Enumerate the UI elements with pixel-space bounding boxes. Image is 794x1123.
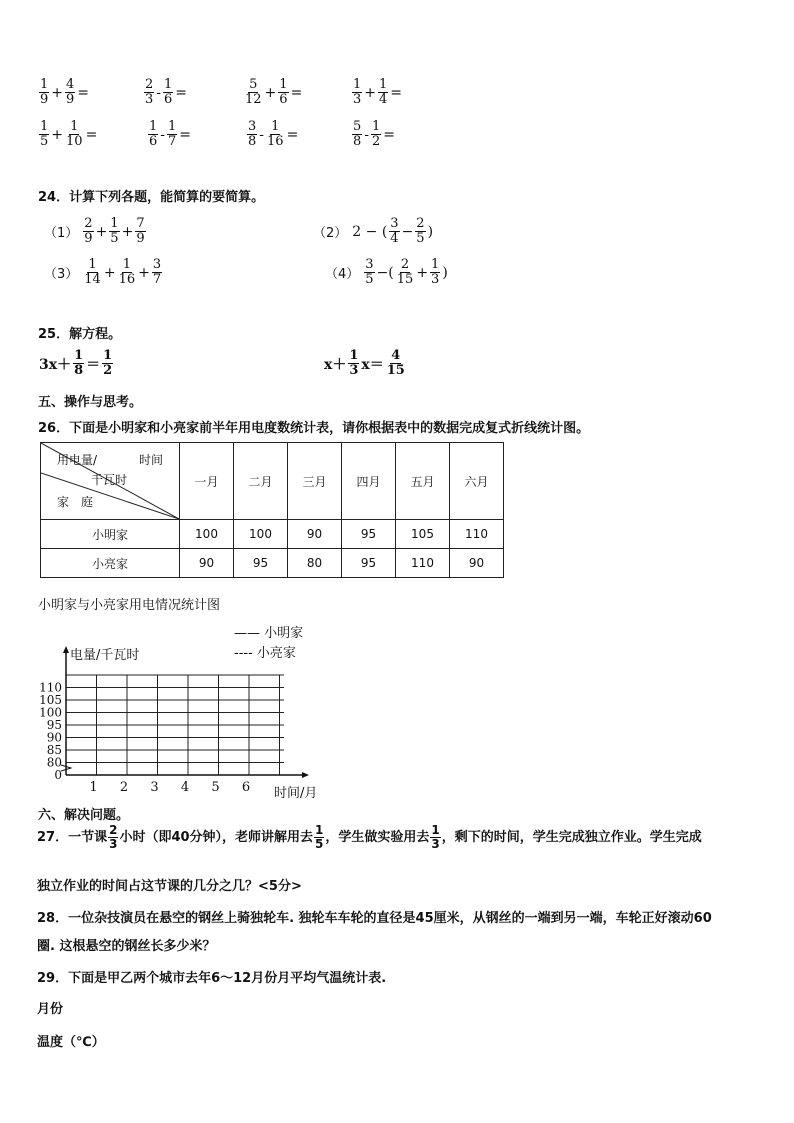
fraction: $\frac{4}{9}$ xyxy=(66,77,75,107)
fraction: $\frac{1}{2}$ xyxy=(372,119,381,149)
family-name: 小亮家 xyxy=(41,549,180,578)
fraction: $\frac{1}{6}$ xyxy=(164,77,173,107)
table-header-row xyxy=(41,443,504,520)
fraction: $\frac{5}{12}$ xyxy=(245,77,262,107)
q24-title: 24．计算下列各题，能简算的要简算。 xyxy=(38,190,265,205)
q24-problem-1: （1） $\frac{2}{9}$ + $\frac{1}{5}$ + $\frac{7}{9}$ xyxy=(44,216,145,246)
fraction: $\frac{1}{10}$ xyxy=(66,119,83,149)
oral-expr: $\frac{5}{12}$ + $\frac{1}{6}$ = xyxy=(245,77,303,107)
legend-entry-xiaoming: —— 小明家 xyxy=(234,626,304,641)
table-cell: 110 xyxy=(396,549,450,578)
fraction: $\frac{1}{7}$ xyxy=(168,119,177,149)
y-tick-label: 0 xyxy=(54,768,62,782)
table-cell: 90 xyxy=(288,520,342,549)
section-5-heading: 五、操作与思考。 xyxy=(38,395,143,410)
oral-expr: $\frac{1}{6}$ - $\frac{1}{7}$ = xyxy=(149,119,192,149)
fraction: $\frac{3}{8}$ xyxy=(248,119,257,149)
table-row xyxy=(41,520,504,549)
x-tick-label: 6 xyxy=(241,780,251,795)
fraction: $\frac{1}{4}$ xyxy=(379,77,388,107)
problem-label: （1） xyxy=(44,226,79,241)
month-header: 一月 xyxy=(180,443,234,520)
fraction: $\frac{1}{16}$ xyxy=(267,119,284,149)
fraction: $\frac{2}{3}$ xyxy=(109,823,118,851)
table-cell: 100 xyxy=(180,520,234,549)
oral-expr: $\frac{2}{3}$ - $\frac{1}{6}$ = xyxy=(145,77,188,107)
x-tick-label: 5 xyxy=(211,780,220,795)
q26-title: 26．下面是小明家和小亮家前半年用电度数统计表，请你根据表中的数据完成复式折线统计图。 xyxy=(38,421,590,436)
month-header: 六月 xyxy=(450,443,504,520)
fraction: $\frac{5}{8}$ xyxy=(353,119,362,149)
problem-label: （4） xyxy=(325,267,360,282)
table-cell: 95 xyxy=(342,549,396,578)
table-row xyxy=(41,549,504,578)
fraction: $\frac{2}{3}$ xyxy=(145,77,154,107)
q29-title: 29．下面是甲乙两个城市去年6～12月份月平均气温统计表. xyxy=(37,971,387,986)
y-tick-label: 110 xyxy=(39,680,62,695)
q25-equation-1: 3x＋ $\frac{1}{8}$ ＝ $\frac{1}{2}$ xyxy=(39,348,113,378)
chart-title: 小明家与小亮家用电情况统计图 xyxy=(38,598,221,613)
fraction: $\frac{1}{3}$ xyxy=(431,823,440,851)
x-tick-label: 1 xyxy=(89,780,98,795)
q24-problem-3: （3） $\frac{1}{14}$ + $\frac{1}{16}$ + $\frac{3}{7}$ xyxy=(44,257,162,287)
oral-expr: $\frac{1}{5}$ + $\frac{1}{10}$ = xyxy=(40,119,98,149)
oral-expr: $\frac{3}{8}$ - $\frac{1}{16}$ = xyxy=(248,119,299,149)
y-tick-label: 100 xyxy=(39,705,62,720)
legend-entry-xiaoliang: ---- 小亮家 xyxy=(234,646,296,661)
y-tick-label: 85 xyxy=(46,743,62,757)
q25-equation-2: x＋ $\frac{1}{3}$ x＝ $\frac{4}{15}$ xyxy=(324,348,405,378)
oral-expr: $\frac{1}{3}$ + $\frac{1}{4}$ = xyxy=(353,77,403,107)
q29-temp-label: 温度（℃） xyxy=(37,1035,105,1050)
problem-label: （3） xyxy=(44,267,79,282)
month-header: 四月 xyxy=(342,443,396,520)
q28-line-2: 圈. 这根悬空的钢丝长多少米？ xyxy=(37,939,216,954)
q24-problem-4: （4） $\frac{3}{5}$ −( $\frac{2}{15}$ + $\frac{1}{3}$ ) xyxy=(325,257,448,287)
section-6-heading: 六、解决问题。 xyxy=(38,808,130,823)
y-tick-label: 95 xyxy=(46,718,62,732)
y-axis-label: 电量/千瓦时 xyxy=(70,648,140,663)
q27-paragraph: 27．一节课 $\frac{2}{3}$ 小时（即40分钟），老师讲解用去 $\frac{1}{5}$ ，学生做实验用去 $\frac{1}{3}$ ，剩下的时间，学生完成独立作业。学生完成 xyxy=(37,823,702,851)
x-tick-label: 3 xyxy=(150,780,159,795)
x-tick-label: 2 xyxy=(119,780,129,795)
fraction: $\frac{1}{6}$ xyxy=(279,77,288,107)
electricity-table xyxy=(40,442,504,578)
month-header: 二月 xyxy=(234,443,288,520)
table-cell: 105 xyxy=(396,520,450,549)
electricity-line-chart xyxy=(34,620,344,800)
fraction: $\frac{1}{3}$ xyxy=(353,77,362,107)
y-axis-arrow xyxy=(63,646,69,653)
q24-problem-2: （2） 2 − ( $\frac{3}{4}$ − $\frac{2}{5}$ ) xyxy=(313,216,434,246)
x-axis-label: 时间/月 xyxy=(274,786,318,800)
month-header: 三月 xyxy=(288,443,342,520)
q25-title: 25．解方程。 xyxy=(38,327,122,342)
table-cell: 100 xyxy=(234,520,288,549)
table-cell: 95 xyxy=(342,520,396,549)
x-axis-arrow xyxy=(302,772,309,778)
oral-expr: $\frac{5}{8}$ - $\frac{1}{2}$ = xyxy=(353,119,396,149)
y-tick-label: 105 xyxy=(39,693,62,707)
table-cell: 90 xyxy=(180,549,234,578)
problem-label: （2） xyxy=(313,226,348,241)
table-cell: 90 xyxy=(450,549,504,578)
diagonal-header-cell: 用电量/ 时间 千瓦时 家 庭 xyxy=(41,443,180,520)
family-name: 小明家 xyxy=(41,520,180,549)
y-tick-label: 80 xyxy=(46,755,62,770)
q29-month-label: 月份 xyxy=(37,1002,64,1017)
fraction: $\frac{1}{9}$ xyxy=(40,77,49,107)
fraction: $\frac{1}{5}$ xyxy=(40,119,49,149)
month-header: 五月 xyxy=(396,443,450,520)
table-cell: 80 xyxy=(288,549,342,578)
table-cell: 95 xyxy=(234,549,288,578)
fraction: $\frac{1}{6}$ xyxy=(149,119,158,149)
x-tick-label: 4 xyxy=(180,780,190,795)
table-cell: 110 xyxy=(450,520,504,549)
oral-expr: $\frac{1}{9}$ + $\frac{4}{9}$ = xyxy=(40,77,90,107)
y-tick-label: 90 xyxy=(46,730,62,745)
q27-line-2: 独立作业的时间占这节课的几分之几？<5分> xyxy=(37,879,302,894)
q28-line-1: 28．一位杂技演员在悬空的钢丝上骑独轮车. 独轮车车轮的直径是45厘米，从钢丝的一端到另一端，车轮正好滚动60 xyxy=(37,911,712,926)
fraction: $\frac{1}{5}$ xyxy=(315,823,324,851)
